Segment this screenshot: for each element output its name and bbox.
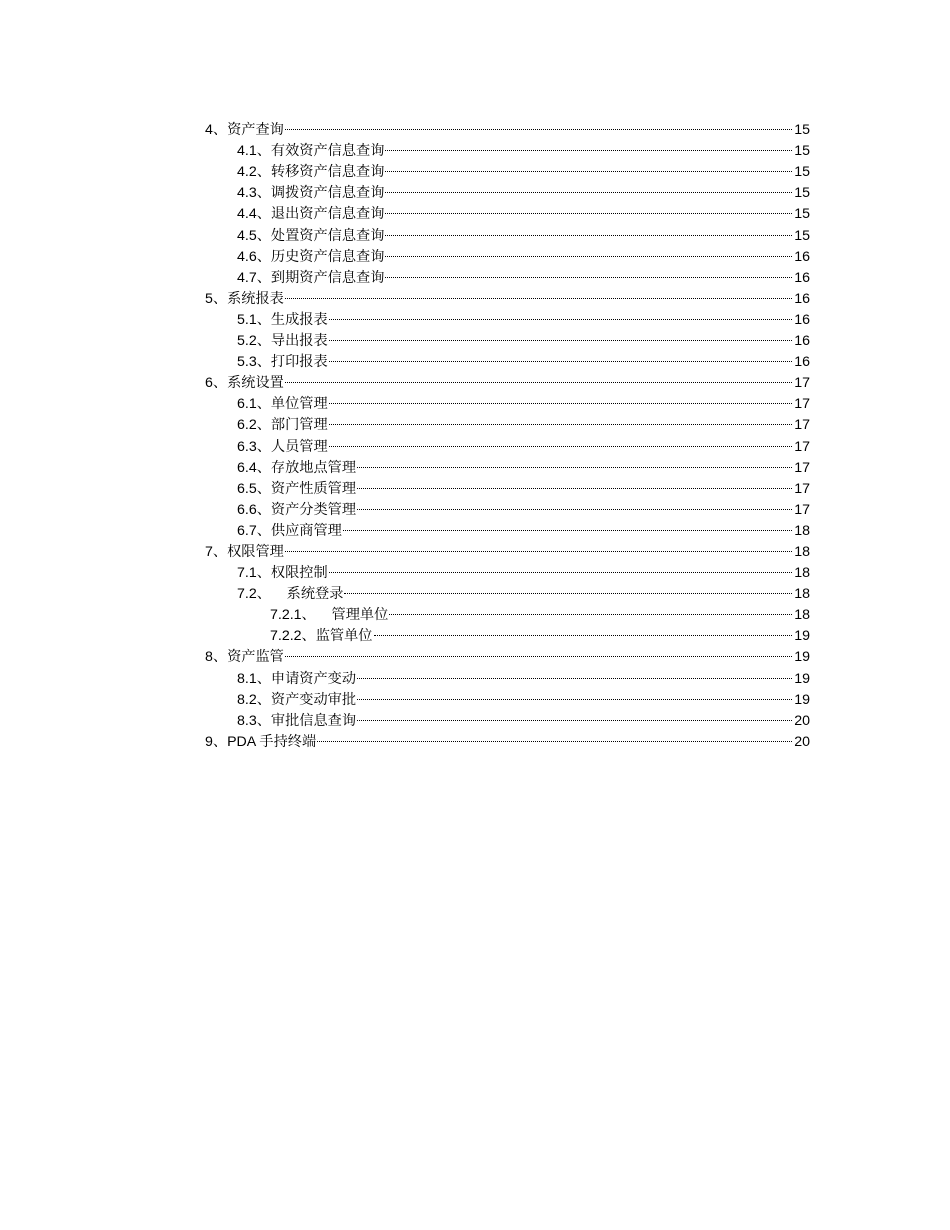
toc-dot-leader (384, 261, 794, 282)
toc-dot-leader (356, 661, 794, 682)
toc-page-number: 19 (794, 628, 810, 645)
toc-dot-leader (356, 451, 794, 472)
toc-dot-leader (343, 577, 794, 598)
toc-dot-leader (356, 493, 794, 514)
toc-entry-title: 8、资产监管 (205, 649, 284, 666)
toc-page-number: 15 (794, 227, 810, 244)
toc-entry-title: 7.1、权限控制 (237, 565, 328, 582)
toc-entry-title: 7、权限管理 (205, 543, 284, 560)
toc-page-number: 15 (794, 143, 810, 160)
toc-dot-leader (284, 535, 794, 556)
toc-dot-leader (328, 345, 794, 366)
toc-page-number: 16 (794, 269, 810, 286)
toc-dot-leader (328, 303, 794, 324)
toc-entry-title: 9、PDA 手持终端 (205, 733, 317, 750)
toc-entry-level-2[interactable] (205, 303, 810, 328)
toc-entry-title: 6.7、供应商管理 (237, 522, 342, 539)
toc-entry-title: 4.6、历史资产信息查询 (237, 248, 385, 265)
toc-page-number: 18 (794, 522, 810, 539)
toc-entry-title: 4.3、调拨资产信息查询 (237, 185, 385, 202)
toc-page-number: 16 (794, 354, 810, 371)
toc-dot-leader (356, 472, 794, 493)
toc-page-number: 16 (794, 333, 810, 350)
toc-entry-level-1[interactable] (205, 113, 810, 139)
toc-entry-level-1[interactable] (205, 640, 810, 666)
toc-entry-title: 5.1、生成报表 (237, 311, 328, 328)
toc-entry-title: 6.1、单位管理 (237, 396, 328, 413)
toc-dot-leader (284, 282, 794, 303)
toc-page-number: 17 (794, 480, 810, 497)
toc-dot-leader (356, 704, 794, 725)
toc-page-number: 18 (794, 543, 810, 560)
toc-page-number: 20 (794, 712, 810, 729)
toc-entry-title: 7.2.1、 管理单位 (270, 607, 389, 624)
toc-dot-leader (384, 134, 794, 155)
toc-page-number: 19 (794, 670, 810, 687)
toc-dot-leader (388, 598, 794, 619)
toc-entry-title: 4.2、转移资产信息查询 (237, 164, 385, 181)
toc-page-number: 17 (794, 417, 810, 434)
toc-dot-leader (384, 197, 794, 218)
toc-dot-leader (328, 387, 794, 408)
toc-page-number: 20 (794, 733, 810, 750)
toc-page-number: 15 (794, 185, 810, 202)
toc-entry-title: 4.7、到期资产信息查询 (237, 269, 385, 286)
toc-entry-title: 6.6、资产分类管理 (237, 501, 357, 518)
toc-page-number: 16 (794, 248, 810, 265)
toc-entry-title: 4、资产查询 (205, 122, 284, 139)
toc-dot-leader (342, 514, 794, 535)
toc-entry-title: 4.1、有效资产信息查询 (237, 143, 385, 160)
toc-dot-leader (316, 725, 794, 746)
toc-entry-title: 8.3、审批信息查询 (237, 712, 357, 729)
toc-page-number: 17 (794, 396, 810, 413)
toc-page-number: 16 (794, 290, 810, 307)
toc-dot-leader (284, 366, 794, 387)
toc-entry-title: 7.2、 系统登录 (237, 586, 344, 603)
toc-page-number: 17 (794, 501, 810, 518)
toc-entry-level-2[interactable] (205, 556, 810, 582)
toc-page-number: 16 (794, 311, 810, 328)
toc-dot-leader (328, 429, 794, 450)
toc-entry-level-2[interactable] (205, 387, 810, 413)
toc-page-number: 18 (794, 607, 810, 624)
toc-dot-leader (328, 556, 794, 577)
toc-entry-title: 5、系统报表 (205, 290, 284, 307)
toc-page-number: 15 (794, 164, 810, 181)
toc-page-number: 17 (794, 459, 810, 476)
toc-entry-title: 4.4、退出资产信息查询 (237, 206, 385, 223)
toc-dot-leader (384, 155, 794, 176)
toc-entry-title: 8.1、申请资产变动 (237, 670, 357, 687)
toc-dot-leader (284, 113, 794, 134)
toc-page-number: 15 (794, 206, 810, 223)
toc-entry-title: 6.4、存放地点管理 (237, 459, 357, 476)
toc-dot-leader (328, 408, 794, 429)
toc-page-number: 17 (794, 375, 810, 392)
table-of-contents (205, 113, 810, 750)
toc-dot-leader (384, 218, 794, 239)
toc-page-number: 19 (794, 691, 810, 708)
toc-page-number: 15 (794, 122, 810, 139)
toc-entry-title: 7.2.2、监管单位 (270, 628, 373, 645)
toc-page-number: 18 (794, 565, 810, 582)
toc-dot-leader (373, 619, 795, 640)
toc-page-number: 19 (794, 649, 810, 666)
toc-dot-leader (384, 176, 794, 197)
toc-dot-leader (384, 240, 794, 261)
toc-entry-title: 5.3、打印报表 (237, 354, 328, 371)
toc-entry-title: 6.2、部门管理 (237, 417, 328, 434)
toc-entry-title: 5.2、导出报表 (237, 333, 328, 350)
toc-page-number: 17 (794, 438, 810, 455)
toc-dot-leader (284, 640, 794, 661)
toc-entry-title: 8.2、资产变动审批 (237, 691, 357, 708)
toc-entry-level-2[interactable] (205, 134, 810, 160)
toc-entry-level-1[interactable] (205, 535, 810, 560)
toc-entry-level-2[interactable] (205, 661, 810, 687)
toc-dot-leader (328, 324, 794, 345)
toc-dot-leader (356, 683, 794, 704)
toc-entry-title: 4.5、处置资产信息查询 (237, 227, 385, 244)
toc-entry-title: 6.5、资产性质管理 (237, 480, 357, 497)
toc-entry-level-1[interactable] (205, 282, 810, 307)
toc-entry-level-1[interactable] (205, 366, 810, 392)
toc-entry-title: 6.3、人员管理 (237, 438, 328, 455)
toc-entry-title: 6、系统设置 (205, 375, 284, 392)
toc-page-number: 18 (794, 586, 810, 603)
